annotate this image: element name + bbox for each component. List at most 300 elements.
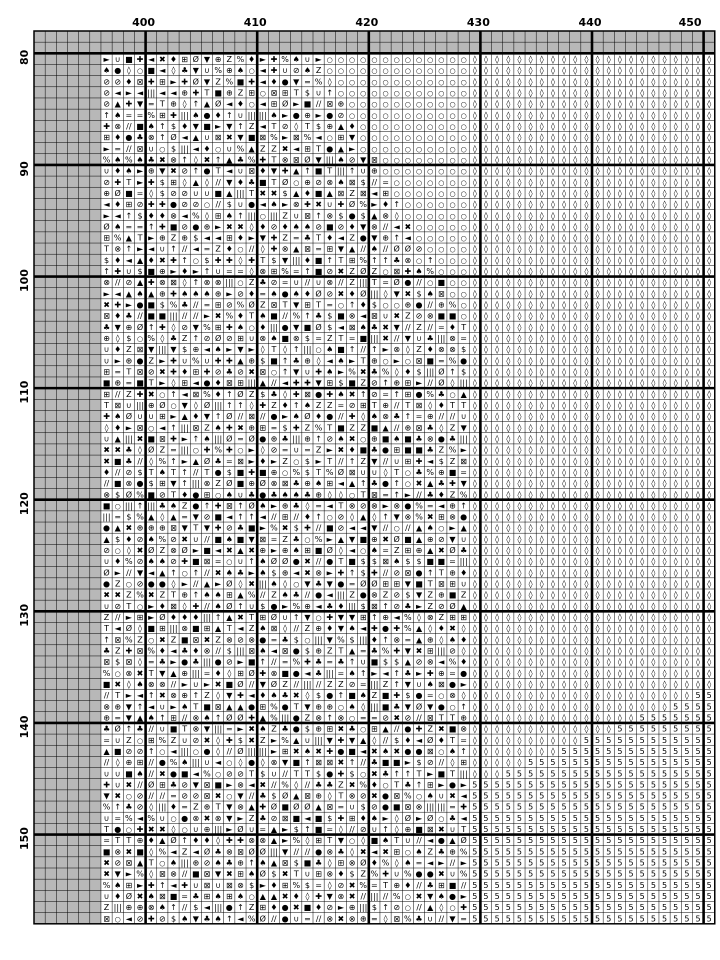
svg-text:◊: ◊	[473, 401, 477, 410]
svg-text:◊: ◊	[584, 602, 588, 611]
svg-text:Ø: Ø	[137, 322, 143, 332]
svg-text:◊: ◊	[640, 200, 644, 209]
svg-text:►: ►	[126, 691, 133, 700]
svg-text:=: =	[382, 278, 389, 287]
svg-text:⊞: ⊞	[438, 881, 445, 890]
svg-text:|||: |||	[181, 111, 189, 120]
svg-text:◊: ◊	[495, 323, 499, 332]
svg-text:♦: ♦	[348, 122, 355, 131]
svg-text:5: 5	[673, 758, 678, 767]
svg-text:◊: ◊	[484, 55, 488, 64]
svg-text:|||: |||	[460, 434, 468, 443]
svg-text:◊: ◊	[696, 647, 700, 656]
svg-text:◊: ◊	[540, 557, 544, 566]
svg-text:◊: ◊	[506, 222, 510, 231]
svg-text:◊: ◊	[663, 557, 667, 566]
svg-text:■: ■	[382, 702, 390, 711]
svg-text:%: %	[225, 312, 233, 321]
svg-text:Ø: Ø	[248, 433, 254, 443]
svg-text:◊: ◊	[506, 446, 510, 455]
svg-text:◊: ◊	[663, 613, 667, 622]
svg-text:◊: ◊	[663, 468, 667, 477]
svg-text:♣: ♣	[192, 658, 199, 667]
svg-text:►: ►	[438, 780, 445, 789]
svg-text:◊: ◊	[473, 602, 477, 611]
svg-text:◊: ◊	[651, 580, 655, 589]
svg-text:◊: ◊	[506, 457, 510, 466]
svg-text:⊕: ⊕	[371, 535, 378, 544]
svg-text:◄: ◄	[282, 379, 289, 388]
svg-text:◊: ◊	[607, 702, 611, 711]
svg-text:○: ○	[427, 168, 433, 176]
svg-text:◊: ◊	[674, 356, 678, 365]
svg-text:◊: ◊	[607, 77, 611, 86]
svg-text:◊: ◊	[562, 390, 566, 399]
svg-text:♠: ♠	[449, 635, 456, 644]
svg-text:◊: ◊	[584, 490, 588, 499]
svg-text:⊘: ⊘	[371, 379, 378, 388]
svg-text:◊: ◊	[529, 669, 533, 678]
svg-text:◊: ◊	[573, 635, 577, 644]
svg-text:Ø: Ø	[226, 478, 232, 488]
svg-text:◊: ◊	[607, 189, 611, 198]
svg-text:↑: ↑	[449, 368, 456, 377]
svg-text:○: ○	[427, 179, 433, 187]
svg-text:◊: ◊	[317, 356, 321, 365]
svg-text:T: T	[382, 881, 388, 890]
svg-text:◊: ◊	[529, 490, 533, 499]
svg-text:◊: ◊	[573, 256, 577, 265]
svg-text:◄: ◄	[148, 55, 155, 64]
svg-text:=: =	[371, 914, 378, 923]
svg-text:◊: ◊	[674, 691, 678, 700]
svg-text:$: $	[338, 211, 343, 220]
svg-text:◊: ◊	[529, 55, 533, 64]
svg-text:○: ○	[405, 469, 411, 477]
svg-text:◊: ◊	[495, 100, 499, 109]
svg-text:5: 5	[573, 892, 578, 901]
svg-text:⊗: ⊗	[460, 725, 467, 734]
svg-text:◊: ◊	[517, 725, 521, 734]
svg-text:◄: ◄	[316, 133, 323, 142]
svg-text:5: 5	[573, 870, 578, 879]
svg-text:∪: ∪	[405, 836, 411, 845]
svg-text:$: $	[361, 803, 366, 812]
svg-text:◊: ◊	[484, 591, 488, 600]
svg-text:Ø: Ø	[260, 869, 266, 879]
svg-text:✚: ✚	[148, 178, 155, 187]
svg-text:○: ○	[382, 56, 388, 64]
svg-text:◊: ◊	[495, 368, 499, 377]
svg-text:5: 5	[673, 914, 678, 923]
svg-text:⊠: ⊠	[438, 580, 445, 589]
svg-text:♣: ♣	[449, 814, 456, 823]
svg-text:■: ■	[438, 557, 446, 566]
svg-text:◊: ◊	[517, 501, 521, 510]
svg-text:◊: ◊	[551, 111, 555, 120]
svg-text:5: 5	[673, 870, 678, 879]
svg-text:↑: ↑	[393, 479, 400, 488]
svg-text:5: 5	[707, 780, 712, 789]
svg-text:◊: ◊	[584, 647, 588, 656]
svg-text:∪: ∪	[204, 133, 210, 142]
svg-text:↑: ↑	[215, 412, 222, 421]
svg-text:%: %	[147, 334, 155, 343]
svg-text:◊: ◊	[629, 691, 633, 700]
svg-text:⊕: ⊕	[137, 524, 144, 533]
svg-text:○: ○	[449, 101, 455, 109]
svg-text:✚: ✚	[226, 446, 233, 455]
svg-text:5: 5	[695, 725, 700, 734]
svg-text:◊: ◊	[584, 513, 588, 522]
svg-text:◊: ◊	[607, 122, 611, 131]
svg-text:◊: ◊	[651, 133, 655, 142]
svg-text:⊗: ⊗	[326, 278, 333, 287]
svg-text:✖: ✖	[382, 323, 389, 332]
svg-text:◊: ◊	[529, 702, 533, 711]
svg-text:=: =	[460, 334, 467, 343]
svg-text:◊: ◊	[629, 356, 633, 365]
svg-text:♠: ♠	[215, 914, 222, 923]
svg-text:◊: ◊	[651, 200, 655, 209]
svg-text:Z: Z	[271, 401, 277, 410]
svg-text:♠: ♠	[259, 647, 266, 656]
svg-text:◊: ◊	[495, 479, 499, 488]
svg-text:▼: ▼	[159, 167, 166, 176]
svg-text:↑: ↑	[371, 256, 378, 265]
svg-text:▼: ▼	[103, 792, 110, 801]
svg-text:Z: Z	[282, 211, 288, 220]
svg-text:5: 5	[673, 847, 678, 856]
svg-text:◊: ◊	[663, 167, 667, 176]
svg-text:♣: ♣	[293, 535, 300, 544]
svg-text:↑: ↑	[237, 122, 244, 131]
svg-text:◊: ◊	[529, 323, 533, 332]
svg-text:♣: ♣	[293, 479, 300, 488]
svg-text:◊: ◊	[473, 546, 477, 555]
svg-text://: //	[182, 312, 188, 321]
svg-text:Ø: Ø	[148, 545, 154, 555]
svg-text:◊: ◊	[551, 490, 555, 499]
svg-text:◊: ◊	[663, 178, 667, 187]
svg-text:♣: ♣	[282, 434, 289, 443]
svg-text:✚: ✚	[126, 647, 133, 656]
svg-text:5: 5	[684, 836, 689, 845]
svg-text:⊗: ⊗	[170, 870, 177, 879]
svg-text:∪: ∪	[416, 334, 422, 343]
svg-text:⊗: ⊗	[349, 859, 356, 868]
svg-text:◊: ◊	[551, 468, 555, 477]
svg-text:◊: ◊	[607, 713, 611, 722]
svg-text:↑: ↑	[126, 245, 133, 254]
svg-text:◊: ◊	[596, 535, 600, 544]
svg-text:=: =	[326, 301, 333, 310]
svg-text:◊: ◊	[685, 189, 689, 198]
svg-text:$: $	[294, 524, 299, 533]
svg-text:♣: ♣	[371, 647, 378, 656]
svg-text:◊: ◊	[707, 423, 711, 432]
svg-text:◊: ◊	[473, 368, 477, 377]
svg-text:◊: ◊	[707, 100, 711, 109]
svg-text:✚: ✚	[293, 423, 300, 432]
svg-text:◊: ◊	[529, 89, 533, 98]
svg-text:○: ○	[427, 156, 433, 164]
svg-text:◊: ◊	[596, 412, 600, 421]
svg-text:▲: ▲	[170, 513, 177, 522]
svg-text:◊: ◊	[640, 691, 644, 700]
svg-text:5: 5	[472, 825, 477, 834]
svg-text:5: 5	[695, 914, 700, 923]
svg-text:▼: ▼	[126, 713, 133, 722]
svg-text:♣: ♣	[237, 155, 244, 164]
svg-text:↑: ↑	[215, 155, 222, 164]
svg-text:○: ○	[416, 179, 422, 187]
svg-text:%: %	[382, 859, 390, 868]
svg-text:⊗: ⊗	[393, 345, 400, 354]
svg-text:◊: ◊	[707, 189, 711, 198]
svg-text:⊠: ⊠	[114, 635, 121, 644]
svg-text:▲: ▲	[226, 189, 233, 198]
svg-text:◊: ◊	[517, 144, 521, 153]
svg-text:▲: ▲	[416, 535, 423, 544]
svg-text:✚: ✚	[226, 323, 233, 332]
svg-text:⊞: ⊞	[103, 390, 110, 399]
svg-text://: //	[193, 301, 199, 310]
svg-text:◊: ◊	[462, 624, 466, 633]
svg-text:Ø: Ø	[193, 54, 199, 64]
svg-text:◊: ◊	[562, 490, 566, 499]
svg-text:Ø: Ø	[237, 679, 243, 689]
svg-text:|||: |||	[270, 211, 278, 220]
svg-text:►: ►	[427, 769, 434, 778]
svg-text:✖: ✖	[181, 535, 188, 544]
svg-text://: //	[249, 792, 255, 801]
svg-text:♣: ♣	[282, 635, 289, 644]
svg-text:◊: ◊	[484, 769, 488, 778]
svg-text:T: T	[315, 144, 321, 153]
svg-text:◊: ◊	[573, 323, 577, 332]
svg-text:⊘: ⊘	[326, 434, 333, 443]
svg-text:⊕: ⊕	[271, 468, 278, 477]
svg-text:T: T	[393, 836, 399, 845]
svg-text:5: 5	[684, 736, 689, 745]
svg-text:T: T	[215, 167, 221, 176]
svg-text:✖: ✖	[416, 892, 423, 901]
svg-text:◊: ◊	[707, 524, 711, 533]
svg-text:✚: ✚	[181, 77, 188, 86]
svg-text:◊: ◊	[573, 647, 577, 656]
svg-text:○: ○	[461, 156, 467, 164]
svg-text:○: ○	[461, 179, 467, 187]
svg-text:◊: ◊	[596, 691, 600, 700]
svg-text:○: ○	[405, 112, 411, 120]
svg-text:○: ○	[405, 168, 411, 176]
svg-text:|||: |||	[292, 256, 300, 265]
svg-text:◊: ◊	[607, 479, 611, 488]
svg-text:⊞: ⊞	[159, 412, 166, 421]
svg-text:|||: |||	[248, 111, 256, 120]
svg-text:T: T	[215, 803, 221, 812]
svg-text:▼: ▼	[204, 524, 211, 533]
svg-text:○: ○	[405, 179, 411, 187]
svg-text:■: ■	[237, 77, 245, 86]
svg-text:◊: ◊	[473, 501, 477, 510]
svg-text:◊: ◊	[484, 647, 488, 656]
svg-text:▼: ▼	[237, 345, 244, 354]
svg-text:↑: ↑	[181, 479, 188, 488]
svg-text:⊘: ⊘	[192, 200, 199, 209]
svg-text:♠: ♠	[114, 222, 121, 231]
svg-text:T: T	[460, 825, 466, 834]
svg-text:5: 5	[695, 814, 700, 823]
svg-text:◊: ◊	[640, 513, 644, 522]
svg-text:◊: ◊	[517, 580, 521, 589]
svg-text:T: T	[270, 345, 276, 354]
svg-text:◊: ◊	[674, 245, 678, 254]
svg-text:5: 5	[617, 892, 622, 901]
svg-text:◊: ◊	[562, 702, 566, 711]
svg-text:⊗: ⊗	[103, 702, 110, 711]
svg-text:⊗: ⊗	[382, 412, 389, 421]
svg-text:✖: ✖	[204, 155, 211, 164]
svg-text:▲: ▲	[226, 155, 233, 164]
svg-text:%: %	[460, 490, 468, 499]
svg-text:◊: ◊	[663, 580, 667, 589]
svg-text:|||: |||	[348, 602, 356, 611]
svg-text://: //	[361, 245, 367, 254]
svg-text:◊: ◊	[473, 758, 477, 767]
svg-text:◊: ◊	[584, 211, 588, 220]
svg-text:|||: |||	[225, 278, 233, 287]
svg-text:5: 5	[617, 803, 622, 812]
svg-text:○: ○	[405, 56, 411, 64]
svg-text:%: %	[125, 814, 133, 823]
svg-text:↑: ↑	[304, 758, 311, 767]
svg-text:Z: Z	[305, 624, 311, 633]
svg-text:◊: ◊	[506, 334, 510, 343]
svg-text:◊: ◊	[629, 133, 633, 142]
column-label: 430	[467, 16, 490, 29]
svg-text:✚: ✚	[371, 624, 378, 633]
svg-text:◊: ◊	[629, 345, 633, 354]
svg-text:♠: ♠	[393, 434, 400, 443]
svg-text:Ø: Ø	[282, 791, 288, 801]
svg-text:◊: ◊	[484, 301, 488, 310]
svg-text:◊: ◊	[540, 345, 544, 354]
svg-text:◊: ◊	[596, 635, 600, 644]
svg-text:⊘: ⊘	[338, 222, 345, 231]
svg-text:◊: ◊	[663, 89, 667, 98]
svg-text:5: 5	[517, 825, 522, 834]
svg-text:◊: ◊	[529, 167, 533, 176]
svg-text:✖: ✖	[159, 256, 166, 265]
svg-text:◊: ◊	[517, 635, 521, 644]
svg-text:◊: ◊	[529, 524, 533, 533]
svg-text:Z: Z	[126, 390, 132, 399]
svg-text:♠: ♠	[337, 434, 344, 443]
svg-text:○: ○	[405, 201, 411, 209]
svg-text:◊: ◊	[707, 167, 711, 176]
svg-text:◊: ◊	[584, 189, 588, 198]
svg-text:⊞: ⊞	[181, 379, 188, 388]
svg-text:○: ○	[438, 692, 444, 700]
svg-text:◊: ◊	[540, 479, 544, 488]
svg-text:◊: ◊	[529, 747, 533, 756]
svg-text:♠: ♠	[438, 892, 445, 901]
svg-text:=: =	[315, 245, 322, 254]
svg-text:⊗: ⊗	[416, 803, 423, 812]
svg-text:✚: ✚	[304, 379, 311, 388]
svg-text:◊: ◊	[707, 155, 711, 164]
svg-text:♦: ♦	[304, 256, 311, 265]
svg-text:5: 5	[495, 836, 500, 845]
svg-text:♠: ♠	[237, 323, 244, 332]
svg-text:◊: ◊	[484, 111, 488, 120]
svg-text:◊: ◊	[696, 591, 700, 600]
svg-text:●: ●	[382, 624, 389, 633]
svg-text:◊: ◊	[651, 635, 655, 644]
svg-text:◄: ◄	[237, 914, 244, 923]
svg-text:$: $	[372, 301, 377, 310]
svg-text:◊: ◊	[629, 423, 633, 432]
svg-text:◊: ◊	[506, 267, 510, 276]
svg-text:5: 5	[595, 859, 600, 868]
svg-text:◊: ◊	[551, 401, 555, 410]
svg-text:♠: ♠	[293, 289, 300, 298]
svg-text:◊: ◊	[651, 323, 655, 332]
svg-text:●: ●	[337, 747, 344, 756]
svg-text:●: ●	[326, 691, 333, 700]
svg-text:◊: ◊	[696, 100, 700, 109]
svg-text:5: 5	[495, 847, 500, 856]
svg-text:◊: ◊	[685, 535, 689, 544]
svg-text:5: 5	[528, 792, 533, 801]
svg-text:●: ●	[125, 133, 132, 142]
svg-text:5: 5	[684, 792, 689, 801]
svg-text:◊: ◊	[484, 368, 488, 377]
svg-text:$: $	[160, 189, 165, 198]
svg-text:5: 5	[673, 713, 678, 722]
svg-text:⊘: ⊘	[226, 334, 233, 343]
svg-text:◊: ◊	[506, 535, 510, 544]
svg-text:⊘: ⊘	[137, 803, 144, 812]
svg-text:∪: ∪	[104, 892, 110, 901]
svg-text:|||: |||	[136, 401, 144, 410]
column-label: 420	[355, 16, 378, 29]
svg-text:$: $	[271, 256, 276, 265]
svg-text:Ø: Ø	[438, 378, 444, 388]
svg-text:∪: ∪	[304, 736, 310, 745]
svg-text:◊: ◊	[584, 111, 588, 120]
svg-text:↑: ↑	[137, 702, 144, 711]
svg-text:◄: ◄	[159, 66, 166, 75]
svg-text:◊: ◊	[596, 111, 600, 120]
svg-text:◊: ◊	[629, 591, 633, 600]
svg-text:Z: Z	[238, 89, 244, 98]
svg-text:◊: ◊	[484, 189, 488, 198]
svg-text:%: %	[426, 468, 434, 477]
svg-text:◊: ◊	[707, 490, 711, 499]
svg-text:◊: ◊	[529, 111, 533, 120]
svg-text:Z: Z	[249, 122, 255, 131]
svg-text:⊞: ⊞	[315, 870, 322, 879]
svg-text:◊: ◊	[551, 568, 555, 577]
svg-text:⊞: ⊞	[393, 580, 400, 589]
svg-text:■: ■	[114, 479, 122, 488]
svg-text:◊: ◊	[651, 100, 655, 109]
svg-text:►: ►	[204, 312, 211, 321]
svg-text:■: ■	[315, 825, 323, 834]
